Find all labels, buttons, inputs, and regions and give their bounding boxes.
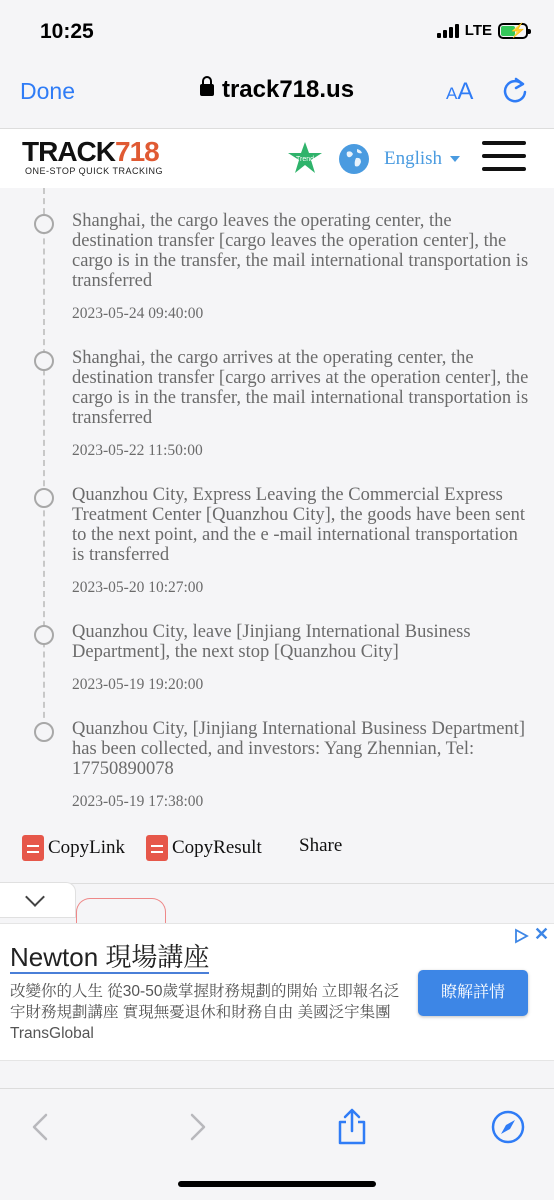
copy-link-icon bbox=[22, 835, 44, 861]
status-time: 10:25 bbox=[40, 20, 94, 43]
ad-cta-button[interactable]: 瞭解詳情 bbox=[418, 970, 528, 1016]
collapse-bar bbox=[0, 883, 554, 923]
logo-tagline: ONE-STOP QUICK TRACKING bbox=[25, 166, 164, 176]
compass-icon[interactable] bbox=[490, 1107, 526, 1147]
timeline-dot-icon bbox=[34, 625, 54, 645]
event-time: 2023-05-19 19:20:00 bbox=[72, 676, 204, 693]
event-description: Quanzhou City, [Jinjiang International Business Department] has been collected, and investors: Yang Zhennian, Tel: 17750890078 bbox=[72, 719, 525, 779]
event-description: Quanzhou City, leave [Jinjiang International Business Department], the next stop [Quanzhou City] bbox=[72, 622, 471, 662]
browser-toolbar bbox=[0, 1088, 554, 1200]
event-description: Shanghai, the cargo arrives at the operating center, the destination transfer [cargo arrives at the operation center], the cargo is in the transfer, the mail international transportation is transferred bbox=[72, 348, 529, 428]
battery-icon bbox=[498, 23, 528, 39]
site-header bbox=[0, 128, 554, 188]
event-time: 2023-05-20 10:27:00 bbox=[72, 579, 204, 596]
event-time: 2023-05-22 11:50:00 bbox=[72, 442, 203, 459]
collapse-ad-button[interactable] bbox=[0, 882, 76, 918]
lock-icon bbox=[200, 84, 214, 96]
share-button[interactable]: Share bbox=[299, 835, 343, 856]
browser-bar bbox=[0, 62, 554, 128]
text-size-button[interactable]: AA bbox=[446, 78, 474, 105]
signal-icon bbox=[437, 24, 459, 38]
event-description: Quanzhou City, Express Leaving the Commercial Express Treatment Center [Quanzhou City], the goods have been sent to the next point, and the e -mail international transportation is transferred bbox=[72, 485, 525, 565]
timeline-dot-icon bbox=[34, 351, 54, 371]
language-selector[interactable]: English bbox=[384, 148, 443, 169]
url-text: track718.us bbox=[221, 76, 355, 103]
adchoices-icon[interactable] bbox=[513, 928, 529, 944]
timeline-line bbox=[43, 188, 45, 728]
logo[interactable]: TRACK718 ONE-STOP QUICK TRACKING bbox=[22, 136, 164, 176]
copy-result-icon bbox=[146, 835, 168, 861]
globe-icon[interactable] bbox=[339, 144, 369, 174]
reload-icon[interactable] bbox=[500, 76, 530, 106]
copy-result-button[interactable]: CopyResult bbox=[146, 835, 262, 861]
status-indicators bbox=[437, 22, 528, 39]
network-type: LTE bbox=[464, 22, 492, 39]
ad-body: 改變你的人生 從30-50歲掌握財務規劃的開始 立即報名泛宇財務規劃講座 實現無憂退休和財務自由 美國泛宇集團TransGlobal bbox=[10, 983, 400, 1042]
timeline-dot-icon bbox=[34, 214, 54, 234]
event-time: 2023-05-19 17:38:00 bbox=[72, 793, 204, 810]
forward-icon[interactable] bbox=[180, 1107, 216, 1147]
copy-link-button[interactable]: CopyLink bbox=[22, 835, 125, 861]
result-actions bbox=[0, 825, 554, 865]
back-icon[interactable] bbox=[22, 1107, 58, 1147]
caret-down-icon[interactable] bbox=[450, 156, 460, 162]
ad-banner[interactable] bbox=[0, 923, 554, 1061]
hamburger-menu-icon[interactable] bbox=[482, 141, 526, 173]
charging-bolt-icon: ⚡ bbox=[509, 21, 527, 38]
event-description: Shanghai, the cargo leaves the operating center, the destination transfer [cargo leaves the operation center], the cargo is in the transfer, the mail international transportation is transferred bbox=[72, 211, 529, 291]
trend-star-icon[interactable] bbox=[286, 141, 324, 175]
ad-title[interactable]: Newton 現場講座 bbox=[10, 942, 210, 972]
home-indicator[interactable] bbox=[178, 1181, 376, 1187]
chevron-down-icon bbox=[25, 887, 45, 907]
ad-close-icon[interactable]: ✕ bbox=[534, 924, 550, 944]
done-button[interactable]: Done bbox=[20, 78, 75, 104]
timeline-dot-icon bbox=[34, 722, 54, 742]
event-time: 2023-05-24 09:40:00 bbox=[72, 305, 204, 322]
share-icon[interactable] bbox=[334, 1107, 370, 1147]
timeline-dot-icon bbox=[34, 488, 54, 508]
svg-text:Trend: Trend bbox=[295, 156, 315, 163]
tracking-timeline bbox=[0, 188, 554, 883]
status-bar bbox=[0, 0, 554, 62]
